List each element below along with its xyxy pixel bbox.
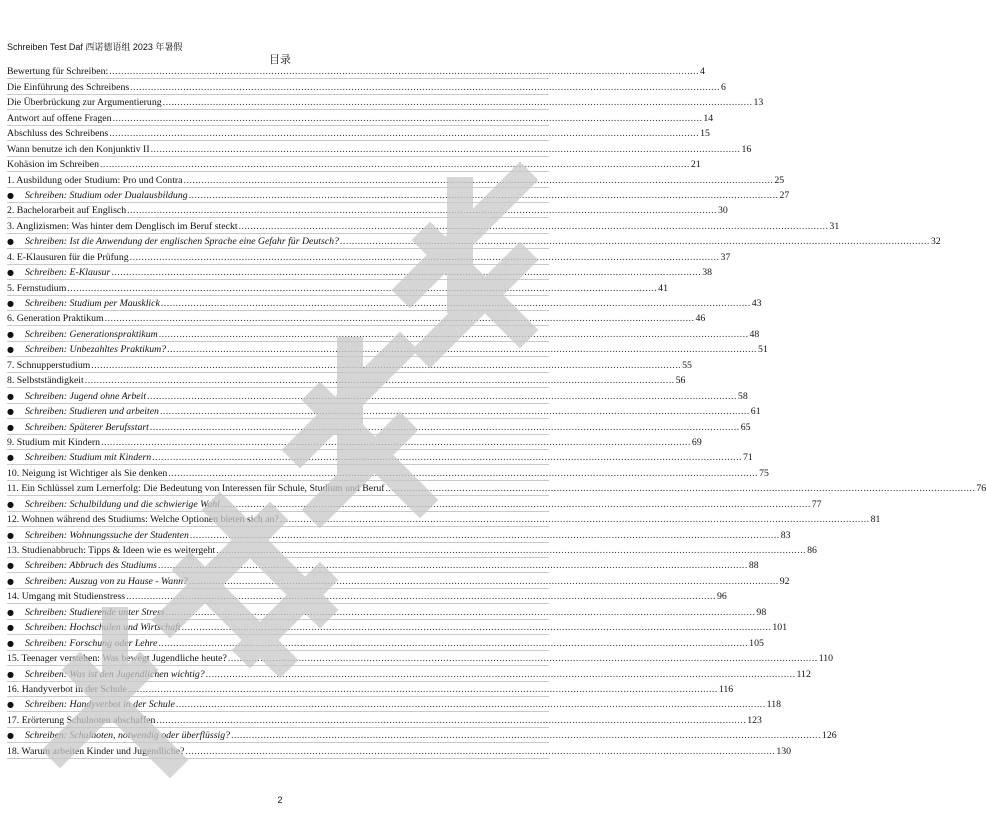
bullet-icon: ● bbox=[7, 407, 14, 417]
toc-entry-label: Schreiben: Was ist den Jugendlichen wichtig? bbox=[25, 668, 205, 680]
toc-subentry[interactable] bbox=[7, 450, 753, 465]
toc-leader-dots: ........................................................................................................................................................................................................ bbox=[109, 66, 700, 78]
toc-leader-dots: ........................................................................................................................................................................................................ bbox=[149, 421, 740, 433]
toc-entry-label: Schreiben: Ist die Anwendung der englischen Sprache eine Gefahr für Deutsch? bbox=[25, 236, 339, 248]
toc-subentry[interactable] bbox=[7, 728, 837, 743]
toc-leader-dots: ........................................................................................................................................................................................................ bbox=[160, 298, 751, 309]
toc-entry-page: 83 bbox=[780, 529, 791, 541]
toc-entry[interactable] bbox=[7, 110, 714, 125]
toc-entry-label: Schreiben: Wohnungssuche der Studenten bbox=[25, 529, 189, 541]
toc-entry[interactable] bbox=[7, 126, 710, 141]
toc-leader-dots: ........................................................................................................................................................................................................ bbox=[99, 159, 690, 171]
toc-leader-dots: ........................................................................................................................................................................................................ bbox=[231, 730, 821, 742]
toc-entry-label: 14. Umgang mit Studienstress bbox=[7, 591, 126, 603]
toc-entry-page: 110 bbox=[818, 653, 834, 665]
toc-leader-dots: ........................................................................................................................................................................................................ bbox=[126, 591, 716, 603]
toc-subentry[interactable] bbox=[7, 620, 788, 635]
toc-entry-label: Wann benutze ich den Konjunktiv II bbox=[7, 143, 150, 155]
toc-entry-label: Schreiben: Abbruch des Studiums bbox=[25, 560, 157, 572]
toc-entry[interactable] bbox=[7, 280, 668, 295]
toc-entry-label: 13. Studienabbruch: Tipps & Ideen wie es weitergeht bbox=[7, 545, 216, 556]
page-number: 2 bbox=[277, 795, 283, 805]
bullet-icon: ● bbox=[7, 700, 14, 710]
toc-leader-dots: ........................................................................................................................................................................................................ bbox=[129, 251, 720, 263]
toc-entry-page: 21 bbox=[690, 159, 701, 171]
toc-entry-label: Die Einführung des Schreibens bbox=[7, 81, 130, 93]
toc-entry-label: Schreiben: Studium oder Dualausbildung bbox=[25, 189, 188, 201]
toc-leader-dots: ........................................................................................................................................................................................................ bbox=[127, 683, 718, 695]
toc-entry-label: 9. Studium mit Kindern bbox=[7, 436, 101, 448]
toc-entry[interactable] bbox=[7, 435, 702, 450]
toc-entry[interactable] bbox=[7, 357, 692, 372]
toc-entry-label: 18. Warum arbeiten Kinder und Jugendliche? bbox=[7, 745, 185, 757]
bullet-icon: ● bbox=[7, 422, 14, 432]
toc-entry-page: 55 bbox=[682, 359, 692, 371]
toc-leader-dots: ........................................................................................................................................................................................................ bbox=[147, 390, 737, 402]
toc-leader-dots: ........................................................................................................................................................................................................ bbox=[185, 745, 776, 757]
toc-leader-dots: ........................................................................................................................................................................................................ bbox=[279, 514, 870, 526]
toc-entry-page: 69 bbox=[691, 436, 702, 448]
toc-leader-dots: ........................................................................................................................................................................................................ bbox=[157, 560, 748, 572]
toc-subentry[interactable] bbox=[7, 635, 764, 650]
toc-entry-label: Abschluss des Schreibens bbox=[7, 128, 109, 140]
bullet-icon: ● bbox=[7, 499, 14, 509]
toc-leader-dots: ........................................................................................................................................................................................................ bbox=[183, 174, 774, 186]
toc-entry-page: 130 bbox=[776, 745, 792, 757]
toc-leader-dots: ........................................................................................................................................................................................................ bbox=[167, 344, 757, 356]
toc-entry-label: 3. Anglizismen: Was hinter dem Denglisch im Beruf steckt bbox=[7, 220, 238, 232]
toc-entry[interactable] bbox=[7, 218, 840, 233]
toc-entry-page: 6 bbox=[721, 81, 726, 93]
toc-entry-label: Antwort auf offene Fragen bbox=[7, 112, 112, 124]
toc-entry-page: 75 bbox=[759, 467, 769, 479]
toc-entry[interactable] bbox=[7, 543, 817, 558]
toc-entry[interactable] bbox=[7, 465, 769, 480]
bullet-icon: ● bbox=[7, 530, 14, 540]
toc-leader-dots: ........................................................................................................................................................................................................ bbox=[188, 189, 779, 201]
toc-entry-page: 4 bbox=[700, 66, 705, 78]
toc-entry-label: Schreiben: Hochschulen und Wirtschaft bbox=[25, 622, 181, 634]
toc-entry-page: 14 bbox=[703, 112, 714, 124]
toc-subentry[interactable] bbox=[7, 388, 748, 403]
toc-entry[interactable] bbox=[7, 682, 734, 697]
toc-leader-dots: ........................................................................................................................................................................................................ bbox=[156, 714, 747, 726]
toc-entry-page: 77 bbox=[811, 498, 822, 510]
toc-leader-dots: ........................................................................................................................................................................................................ bbox=[385, 483, 976, 495]
toc-entry-label: 5. Fernstudium bbox=[7, 282, 67, 294]
bullet-icon: ● bbox=[7, 561, 14, 571]
toc-entry-page: 116 bbox=[718, 683, 734, 695]
bullet-icon: ● bbox=[7, 638, 14, 648]
toc-entry-page: 58 bbox=[737, 390, 748, 402]
toc-leader-dots: ........................................................................................................................................................................................................ bbox=[216, 545, 807, 556]
bullet-icon: ● bbox=[7, 237, 14, 247]
toc-leader-dots: ........................................................................................................................................................................................................ bbox=[84, 375, 675, 387]
toc-entry[interactable] bbox=[7, 512, 881, 527]
toc-leader-dots: ........................................................................................................................................................................................................ bbox=[150, 143, 741, 155]
toc-subentry[interactable] bbox=[7, 419, 751, 434]
toc-leader-dots: ........................................................................................................................................................................................................ bbox=[152, 452, 743, 464]
toc-subentry[interactable] bbox=[7, 496, 822, 511]
toc-entry-page: 88 bbox=[748, 560, 759, 572]
toc-entry-page: 51 bbox=[757, 344, 768, 356]
toc-entry[interactable] bbox=[7, 712, 762, 727]
toc-leader-dots: ........................................................................................................................................................................................................ bbox=[165, 606, 756, 618]
toc-subentry[interactable] bbox=[7, 404, 761, 419]
bullet-icon: ● bbox=[7, 623, 14, 633]
toc-entry-label: Schreiben: Studieren und arbeiten bbox=[25, 406, 159, 418]
toc-entry-page: 126 bbox=[821, 730, 837, 742]
bullet-icon: ● bbox=[7, 299, 14, 308]
toc-entry[interactable] bbox=[7, 651, 834, 666]
toc-entry-label: Schreiben: Handyverbot in der Schule bbox=[25, 699, 175, 711]
toc-entry[interactable] bbox=[7, 203, 728, 218]
toc-entry-label: Kohäsion im Schreiben bbox=[7, 159, 99, 171]
toc-entry-page: 76 bbox=[976, 483, 986, 495]
toc-leader-dots: ........................................................................................................................................................................................................ bbox=[109, 128, 700, 140]
toc-entry-page: 92 bbox=[779, 575, 790, 587]
toc-entry-page: 65 bbox=[740, 421, 751, 433]
toc-entry-page: 86 bbox=[807, 545, 817, 556]
toc-entry-page: 15 bbox=[700, 128, 710, 140]
bullet-icon: ● bbox=[7, 607, 14, 617]
toc-leader-dots: ........................................................................................................................................................................................................ bbox=[205, 668, 796, 680]
toc-entry-label: Schreiben: Forschung oder Lehre bbox=[25, 637, 158, 649]
toc-entry-page: 25 bbox=[774, 174, 785, 186]
toc-entry-page: 56 bbox=[675, 375, 686, 387]
toc-entry[interactable] bbox=[7, 172, 785, 187]
toc-leader-dots: ........................................................................................................................................................................................................ bbox=[111, 267, 702, 279]
toc-entry-label: Schreiben: Unbezahltes Praktikum? bbox=[25, 344, 167, 356]
toc-subentry[interactable] bbox=[7, 342, 768, 357]
toc-entry-label: Schreiben: Studium per Mausklick bbox=[25, 298, 160, 309]
toc-leader-dots: ........................................................................................................................................................................................................ bbox=[339, 236, 930, 248]
toc-subentry[interactable] bbox=[7, 265, 712, 280]
toc-leader-dots: ........................................................................................................................................................................................................ bbox=[101, 436, 691, 448]
toc-entry-page: 32 bbox=[930, 236, 941, 248]
toc-leader-dots: ........................................................................................................................................................................................................ bbox=[189, 529, 780, 541]
toc-entry-page: 46 bbox=[695, 313, 706, 325]
toc-leader-dots: ........................................................................................................................................................................................................ bbox=[158, 637, 749, 649]
toc-entry[interactable] bbox=[7, 373, 686, 388]
toc-subentry[interactable] bbox=[7, 573, 790, 588]
bullet-icon: ● bbox=[7, 391, 14, 401]
toc-entry-page: 38 bbox=[702, 267, 712, 279]
toc-subentry[interactable] bbox=[7, 697, 781, 712]
toc-entry-page: 98 bbox=[756, 606, 767, 618]
bullet-icon: ● bbox=[7, 329, 14, 339]
toc-entry[interactable] bbox=[7, 249, 731, 264]
toc-entry-label: Bewertung für Schreiben: bbox=[7, 66, 109, 78]
toc-entry-page: 105 bbox=[749, 637, 764, 649]
toc-subentry[interactable] bbox=[7, 666, 811, 681]
toc-leader-dots: ........................................................................................................................................................................................................ bbox=[127, 205, 717, 217]
toc-subentry[interactable] bbox=[7, 234, 941, 249]
toc-entry-page: 118 bbox=[766, 699, 781, 711]
toc-subentry[interactable] bbox=[7, 188, 790, 203]
toc-entry[interactable] bbox=[7, 141, 752, 156]
toc-entry-label: 12. Wohnen während des Studiums: Welche Optionen bieten sich an? bbox=[7, 514, 279, 526]
toc-entry-page: 61 bbox=[750, 406, 761, 418]
toc-leader-dots: ........................................................................................................................................................................................................ bbox=[91, 359, 682, 371]
toc-entry-label: 7. Schnupperstudium bbox=[7, 359, 91, 371]
toc-entry-label: 15. Teenager verstehen: Was bewegt Jugendliche heute? bbox=[7, 653, 227, 665]
toc-entry-label: 2. Bachelorarbeit auf Englisch bbox=[7, 205, 127, 217]
bullet-icon: ● bbox=[7, 576, 14, 586]
toc-subentry[interactable] bbox=[7, 558, 759, 573]
toc-entry-label: Schreiben: Jugend ohne Arbeit bbox=[25, 390, 147, 402]
toc-entry-label: 1. Ausbildung oder Studium: Pro und Contra bbox=[7, 174, 183, 186]
toc-entry-label: 17. Erörterung Schulnoten abschaffen bbox=[7, 714, 156, 726]
toc-entry-page: 41 bbox=[658, 282, 668, 294]
bullet-icon: ● bbox=[7, 731, 14, 741]
toc-entry-label: 10. Neigung ist Wichtiger als Sie denken bbox=[7, 467, 168, 479]
toc-entry[interactable] bbox=[7, 157, 701, 172]
toc-entry-label: 16. Handyverbot in der Schule bbox=[7, 683, 127, 695]
toc-entry-label: 11. Ein Schlüssel zum Lernerfolg: Die Bedeutung von Interessen für Schule, Studium und Beruf bbox=[7, 483, 385, 495]
toc-leader-dots: ........................................................................................................................................................................................................ bbox=[188, 575, 779, 587]
toc-entry-page: 81 bbox=[870, 514, 881, 526]
bullet-icon: ● bbox=[7, 453, 14, 463]
toc-subentry[interactable] bbox=[7, 604, 767, 619]
toc-leader-dots: ........................................................................................................................................................................................................ bbox=[159, 406, 750, 418]
toc-leader-dots: ........................................................................................................................................................................................................ bbox=[130, 81, 721, 93]
toc-entry-label: 6. Generation Praktikum bbox=[7, 313, 104, 325]
toc-leader-dots: ........................................................................................................................................................................................................ bbox=[104, 313, 695, 325]
toc-entry-page: 43 bbox=[751, 298, 762, 309]
bullet-icon: ● bbox=[7, 190, 14, 200]
toc-leader-dots: ........................................................................................................................................................................................................ bbox=[238, 220, 829, 232]
toc-entry-page: 30 bbox=[718, 205, 728, 217]
toc-leader-dots: ........................................................................................................................................................................................................ bbox=[227, 653, 818, 665]
toc-entry-label: Schreiben: Studium mit Kindern bbox=[25, 452, 152, 464]
toc-entry-page: 16 bbox=[741, 143, 752, 155]
toc-entry[interactable] bbox=[7, 79, 726, 94]
toc-leader-dots: ........................................................................................................................................................................................................ bbox=[181, 622, 772, 634]
toc-entry-page: 96 bbox=[716, 591, 727, 603]
toc-subentry[interactable] bbox=[7, 527, 791, 542]
table-of-contents bbox=[7, 64, 986, 759]
toc-entry-page: 112 bbox=[796, 668, 811, 680]
toc-entry[interactable] bbox=[7, 743, 792, 758]
toc-subentry[interactable] bbox=[7, 296, 762, 311]
toc-entry-page: 27 bbox=[779, 189, 790, 201]
toc-entry-page: 13 bbox=[753, 97, 764, 109]
toc-entry-label: Schreiben: Späterer Berufsstart bbox=[25, 421, 149, 433]
toc-leader-dots: ........................................................................................................................................................................................................ bbox=[67, 282, 658, 294]
toc-title: 目录 bbox=[269, 53, 291, 66]
toc-entry-label: Schreiben: Generationspraktikum bbox=[25, 328, 158, 340]
toc-leader-dots: ........................................................................................................................................................................................................ bbox=[175, 699, 766, 711]
toc-entry-label: Schreiben: Auszug von zu Hause - Wann? bbox=[25, 575, 188, 587]
toc-entry[interactable] bbox=[7, 64, 705, 79]
toc-subentry[interactable] bbox=[7, 326, 760, 341]
toc-entry-label: 8. Selbstständigkeit bbox=[7, 375, 84, 387]
toc-entry[interactable] bbox=[7, 95, 764, 110]
toc-entry-label: Die Überbrückung zur Argumentierung bbox=[7, 97, 162, 109]
toc-entry-page: 71 bbox=[743, 452, 753, 464]
page-header: Schreiben Test Daf 西诺德语组 2023 年暑假 bbox=[7, 42, 183, 52]
toc-entry-page: 123 bbox=[747, 714, 762, 726]
toc-entry-label: Schreiben: Studierende unter Stress bbox=[25, 606, 165, 618]
toc-entry[interactable] bbox=[7, 311, 706, 326]
toc-entry-label: Schreiben: E-Klausur bbox=[25, 267, 111, 279]
toc-leader-dots: ........................................................................................................................................................................................................ bbox=[158, 328, 749, 340]
bullet-icon: ● bbox=[7, 268, 14, 278]
toc-entry[interactable] bbox=[7, 589, 727, 604]
bullet-icon: ● bbox=[7, 669, 14, 679]
toc-leader-dots: ........................................................................................................................................................................................................ bbox=[168, 467, 759, 479]
toc-entry[interactable] bbox=[7, 481, 986, 496]
toc-leader-dots: ........................................................................................................................................................................................................ bbox=[162, 97, 753, 109]
toc-entry-page: 37 bbox=[720, 251, 731, 263]
toc-entry-label: Schreiben: Schulnoten, notwendig oder überflüssig? bbox=[25, 730, 231, 742]
toc-entry-page: 31 bbox=[829, 220, 840, 232]
toc-entry-page: 48 bbox=[749, 328, 760, 340]
toc-leader-dots: ........................................................................................................................................................................................................ bbox=[112, 112, 703, 124]
toc-entry-label: Schreiben: Schulbildung und die schwierige Wahl bbox=[25, 498, 220, 510]
toc-entry-page: 101 bbox=[772, 622, 788, 634]
bullet-icon: ● bbox=[7, 345, 14, 355]
toc-leader-dots: ........................................................................................................................................................................................................ bbox=[220, 498, 811, 510]
toc-entry-label: 4. E-Klausuren für die Prüfung bbox=[7, 251, 129, 263]
